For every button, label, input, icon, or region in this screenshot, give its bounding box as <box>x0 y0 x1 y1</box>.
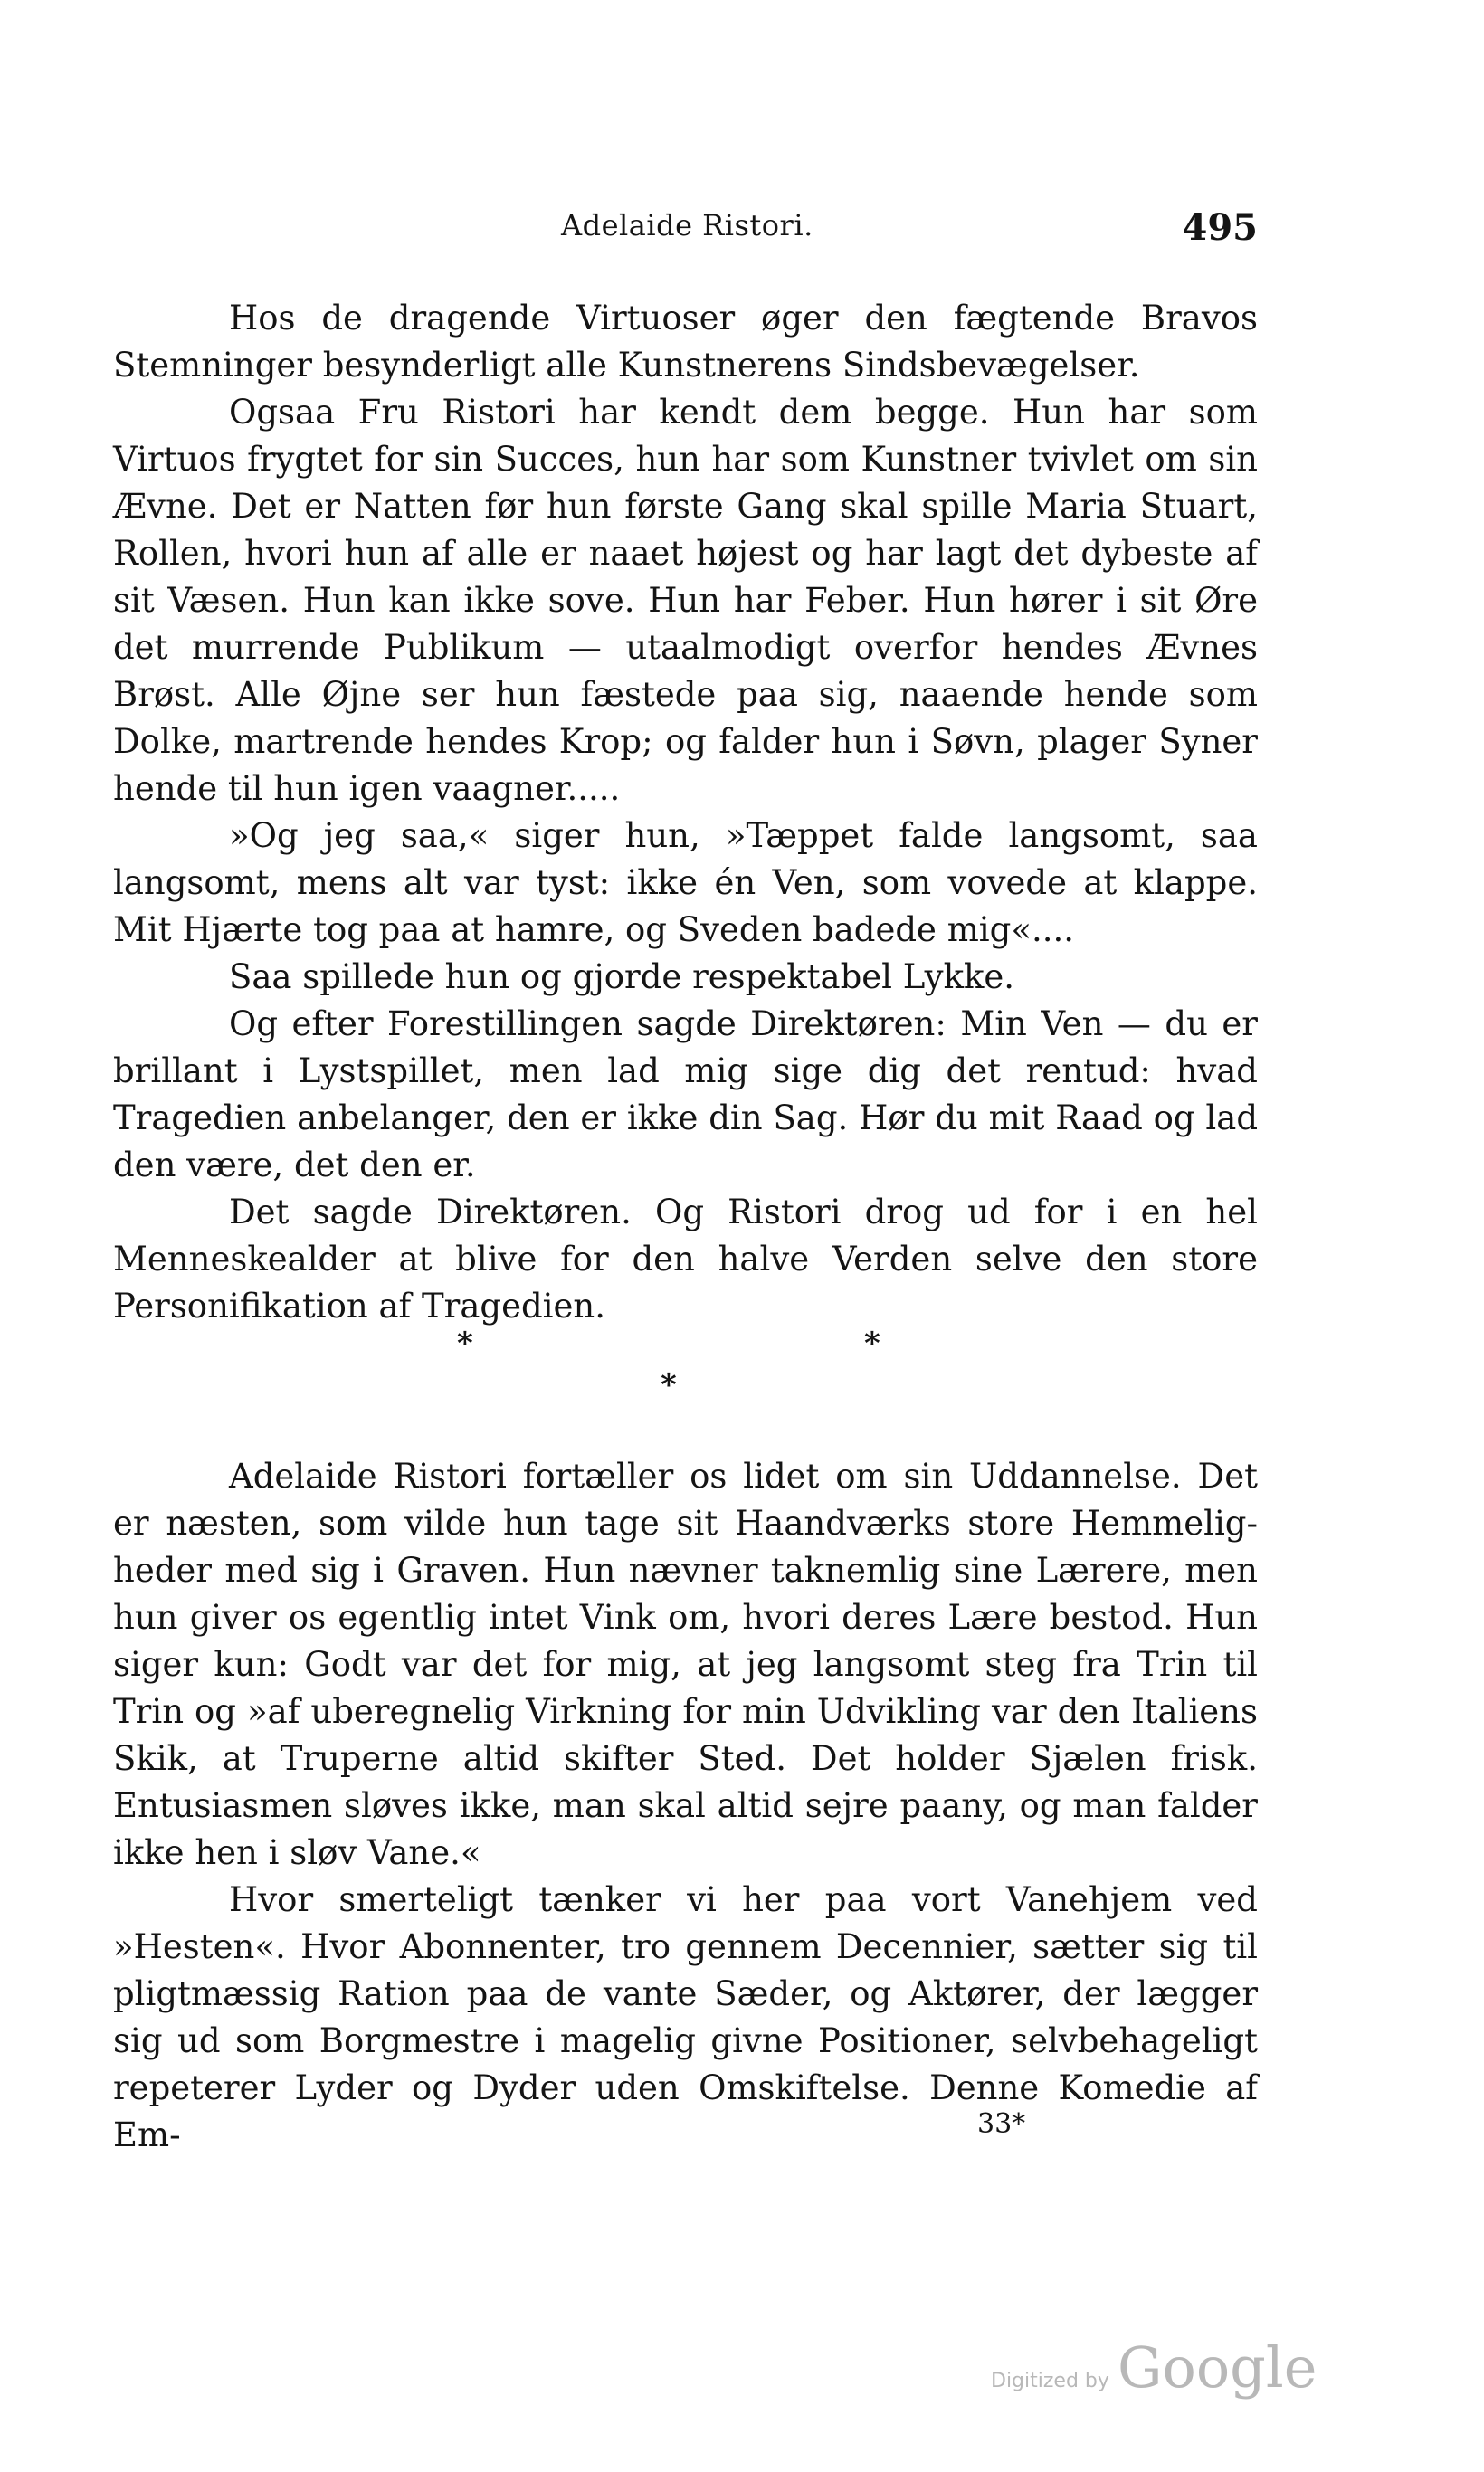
asterisk: * <box>661 1367 677 1403</box>
paragraph: Adelaide Ristori fortæller os lidet om sin Uddannelse. Det er næsten, som vilde hun tage sit Haandværks store Hemmeligheder med sig i Graven. Hun nævner taknemlig sine Lærere, men hun giver os egentlig intet Vink om, hvori deres Lære bestod. Hun siger kun: Godt var det for mig, at jeg langsomt steg fra Trin til Trin og »af uberegnelig Virkning for min Udvikling var den Italiens Skik, at Truperne altid skifter Sted. Det holder Sjælen frisk. Entusiasmen sløves ikke, man skal altid sejre paany, og man falder ikke hen i sløv Vane.« <box>113 1457 1258 1872</box>
paragraph: Ogsaa Fru Ristori har kendt dem begge. Hun har som Virtuos frygtet for sin Succes, hun har som Kunstner tvivlet om sin Ævne. Det er Natten før hun første Gang skal spille Maria Stuart, Rollen, hvori hun af alle er naaet højest og har lagt det dybeste af sit Væsen. Hun kan ikke sove. Hun har Feber. Hun hører i sit Øre det murrende Publikum — utaalmodigt overfor hendes Ævnes Brøst. Alle Øjne ser hun fæstede paa sig, naaende hende som Dolke, martrende hendes Krop; og falder hun i Søvn, plager Syner hende til hun igen vaagner..... <box>113 393 1258 808</box>
asterisk: * <box>457 1326 473 1362</box>
asterisk: * <box>864 1326 880 1362</box>
body-text-section-2 <box>113 1453 1258 2159</box>
section-break-asterism <box>113 1326 1258 1407</box>
page-header <box>113 208 1258 262</box>
paragraph: »Og jeg saa,« siger hun, »Tæppet falde langsomt, saa langsomt, mens alt var tyst: ikke én Ven, som vovede at klappe. Mit Hjærte tog paa at hamre, og Sveden badede mig«.... <box>113 816 1258 949</box>
paragraph: Hvor smerteligt tænker vi her paa vort Vanehjem ved »Hesten«. Hvor Abonnenter, tro gennem Decennier, sætter sig til pligtmæssig Ration paa de vante Sæder, og Aktører, der lægger sig ud som Borgmestre i magelig givne Positioner, selvbehageligt repeterer Lyder og Dyder uden Omskiftelse. Denne Komedie af Em- <box>113 1880 1258 2154</box>
paragraph: Og efter Forestillingen sagde Direktøren: Min Ven — du er brillant i Lystspillet, men lad mig sige dig det rentud: hvad Tragedien anbelanger, den er ikke din Sag. Hør du mit Raad og lad den være, det den er. <box>113 1004 1258 1184</box>
page-number: 495 <box>1182 206 1258 249</box>
body-text-section-1 <box>113 295 1258 1330</box>
paragraph: Hos de dragende Virtuoser øger den fægtende Bravos Stemninger besynderligt alle Kunstnerens Sindsbevægelser. <box>113 299 1258 385</box>
running-title: Adelaide Ristori. <box>561 208 813 242</box>
digitized-watermark <box>991 2334 1317 2401</box>
watermark-prefix: Digitized by <box>991 2370 1109 2392</box>
signature-mark: 33* <box>977 2108 1026 2140</box>
paragraph: Saa spillede hun og gjorde respektabel Lykke. <box>229 957 1015 996</box>
google-logo: Google <box>1118 2334 1318 2401</box>
paragraph: Det sagde Direktøren. Og Ristori drog ud for i en hel Menneskealder at blive for den halve Verden selve den store Personifikation af Tragedien. <box>113 1193 1258 1326</box>
